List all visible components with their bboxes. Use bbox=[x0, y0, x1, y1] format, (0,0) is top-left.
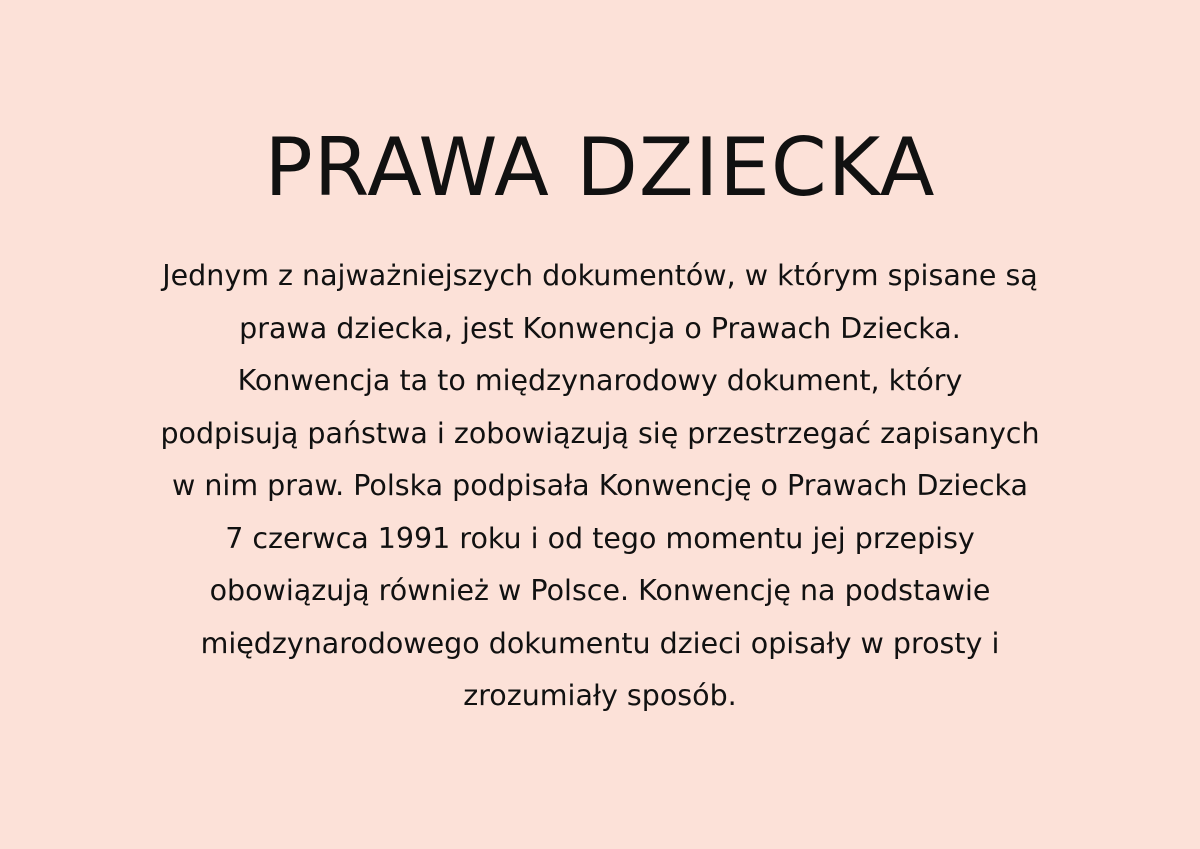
paragraph-line: Jednym z najważniejszych dokumentów, w którym spisane są bbox=[162, 259, 1038, 292]
paragraph-line: zrozumiały sposób. bbox=[463, 679, 737, 712]
page-title: PRAWA DZIECKA bbox=[264, 121, 936, 214]
paragraph-line: obowiązują również w Polsce. Konwencję na podstawie bbox=[209, 574, 991, 607]
paragraph-line: 7 czerwca 1991 roku i od tego momentu jej przepisy bbox=[225, 521, 975, 555]
paragraph-line: w nim praw. Polska podpisała Konwencję o Prawach Dziecka bbox=[171, 469, 1028, 502]
paragraph-line: Konwencja ta to międzynarodowy dokument, który bbox=[237, 364, 963, 397]
paragraph-line: międzynarodowego dokumentu dzieci opisały w prosty i bbox=[200, 626, 1000, 660]
paragraph-line: prawa dziecka, jest Konwencja o Prawach Dziecka. bbox=[239, 311, 961, 345]
body-paragraph bbox=[60, 250, 1140, 723]
paragraph-line: podpisują państwa i zobowiązują się przestrzegać zapisanych bbox=[160, 416, 1040, 450]
